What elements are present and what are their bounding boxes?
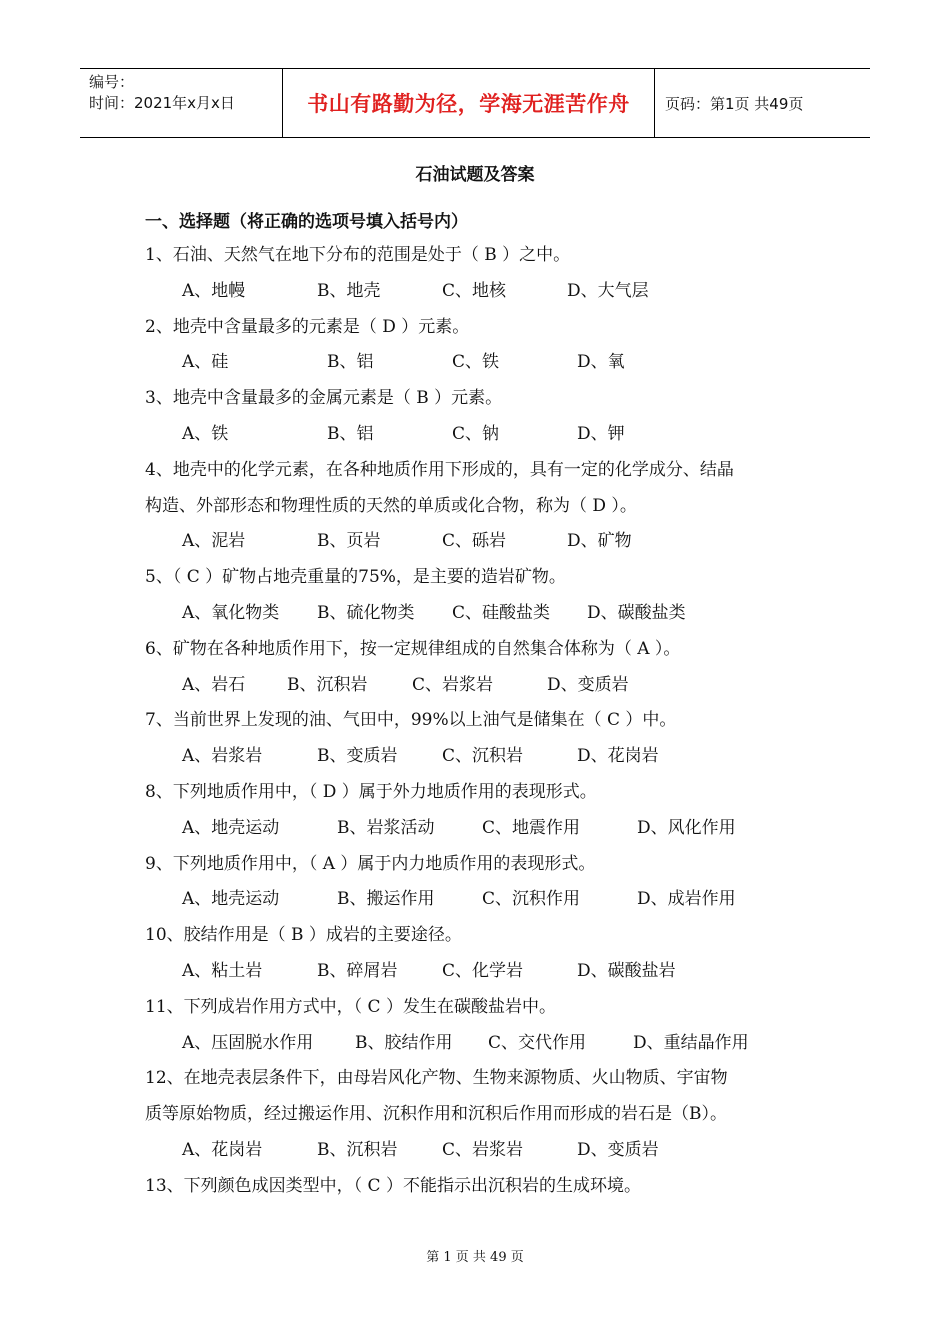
answer-options [145, 596, 825, 632]
answer-option: A、地壳运动 [182, 817, 280, 838]
answer-option: D、重结晶作用 [633, 1032, 749, 1053]
question-text: 8、下列地质作用中，（ D ）属于外力地质作用的表现形式。 [145, 781, 597, 802]
answer-option: A、岩石 [182, 674, 246, 695]
answer-option: A、岩浆岩 [182, 746, 263, 767]
page-footer: 第 1 页 共 49 页 [426, 1250, 524, 1265]
header-page-info: 页码：第1页 共49页 [665, 94, 804, 113]
answer-option: C、沉积作用 [482, 889, 581, 910]
answer-option: C、硅酸盐类 [452, 602, 551, 623]
answer-option: D、变质岩 [577, 1139, 659, 1160]
answer-option: B、搬运作用 [337, 889, 435, 910]
answer-option: C、沉积岩 [442, 746, 524, 767]
answer-option: D、成岩作用 [637, 889, 736, 910]
answer-options [145, 954, 825, 990]
answer-option: D、变质岩 [547, 674, 629, 695]
answer-options [145, 739, 825, 775]
answer-option: C、地震作用 [482, 817, 581, 838]
answer-option: B、胶结作用 [355, 1032, 453, 1053]
answer-option: A、压固脱水作用 [182, 1032, 314, 1053]
answer-options [145, 417, 825, 453]
question-text: 6、矿物在各种地质作用下，按一定规律组成的自然集合体称为（ A ）。 [145, 638, 681, 659]
answer-options [145, 1026, 825, 1062]
section-heading: 一、选择题（将正确的选项号填入括号内） [145, 212, 468, 232]
question-text: 5、（ C ）矿物占地壳重量的75%，是主要的造岩矿物。 [145, 567, 566, 588]
answer-option: D、氧 [577, 352, 625, 373]
answer-option: B、地壳 [317, 280, 381, 301]
answer-option: B、硫化物类 [317, 602, 415, 623]
question-text: 13、下列颜色成因类型中，（ C ）不能指示出沉积岩的生成环境。 [145, 1175, 641, 1196]
answer-option: B、岩浆活动 [337, 817, 435, 838]
answer-options [145, 1133, 825, 1169]
question-text: 3、地壳中含量最多的金属元素是（ B ）元素。 [145, 388, 503, 409]
answer-option: C、交代作用 [488, 1032, 587, 1053]
answer-options [145, 668, 825, 704]
answer-option: C、化学岩 [442, 960, 524, 981]
question-text: 10、胶结作用是（ B ）成岩的主要途径。 [145, 925, 462, 946]
answer-option: B、变质岩 [317, 746, 398, 767]
answer-options [145, 274, 825, 310]
answer-option: A、硅 [182, 352, 229, 373]
document-title: 石油试题及答案 [415, 165, 535, 185]
question-text: 质等原始物质，经过搬运作用、沉积作用和沉积后作用而形成的岩石是（B）。 [145, 1104, 727, 1125]
answer-option: A、铁 [182, 423, 229, 444]
answer-option: A、粘土岩 [182, 960, 263, 981]
answer-option: B、铝 [327, 352, 374, 373]
answer-option: A、花岗岩 [182, 1139, 263, 1160]
header-motto: 书山有路勤为径，学海无涯苦作舟 [307, 92, 630, 116]
answer-option: C、钠 [452, 423, 500, 444]
page-header [80, 68, 870, 138]
header-page-cell [655, 69, 870, 137]
question-text: 9、下列地质作用中，（ A ）属于内力地质作用的表现形式。 [145, 853, 596, 874]
answer-option: D、碳酸盐岩 [577, 960, 676, 981]
answer-option: B、碎屑岩 [317, 960, 398, 981]
answer-options [145, 524, 825, 560]
question-text: 4、地壳中的化学元素，在各种地质作用下形成的，具有一定的化学成分、结晶 [145, 459, 734, 480]
answer-option: C、铁 [452, 352, 500, 373]
answer-option: A、氧化物类 [182, 602, 280, 623]
question-text: 2、地壳中含量最多的元素是（ D ）元素。 [145, 316, 470, 337]
number-label: 编号： [89, 73, 135, 91]
answer-option: A、泥岩 [182, 531, 246, 552]
answer-option: D、风化作用 [637, 817, 736, 838]
header-motto-cell [283, 69, 655, 137]
time-label: 时间：2021年x月x日 [89, 94, 235, 112]
question-text: 11、下列成岩作用方式中，（ C ）发生在碳酸盐岩中。 [145, 996, 556, 1017]
answer-option: C、岩浆岩 [442, 1139, 524, 1160]
answer-options [145, 811, 825, 847]
answer-option: B、页岩 [317, 531, 381, 552]
header-meta [80, 69, 283, 137]
answer-option: D、花岗岩 [577, 746, 659, 767]
answer-options [145, 345, 825, 381]
answer-option: C、岩浆岩 [412, 674, 494, 695]
answer-option: B、铝 [327, 423, 374, 444]
answer-option: B、沉积岩 [317, 1139, 398, 1160]
answer-option: D、矿物 [567, 531, 632, 552]
answer-option: D、碳酸盐类 [587, 602, 686, 623]
answer-option: B、沉积岩 [287, 674, 368, 695]
answer-options [145, 882, 825, 918]
answer-option: D、钾 [577, 423, 625, 444]
answer-option: A、地壳运动 [182, 889, 280, 910]
answer-option: C、砾岩 [442, 531, 507, 552]
answer-option: D、大气层 [567, 280, 649, 301]
question-text: 12、在地壳表层条件下，由母岩风化产物、生物来源物质、火山物质、宇宙物 [145, 1068, 728, 1089]
answer-option: A、地幔 [182, 280, 246, 301]
question-list [145, 238, 825, 1205]
question-text: 7、当前世界上发现的油、气田中，99%以上油气是储集在（ C ）中。 [145, 710, 677, 731]
question-text: 构造、外部形态和物理性质的天然的单质或化合物，称为（ D ）。 [145, 495, 637, 516]
question-text: 1、石油、天然气在地下分布的范围是处于（ B ）之中。 [145, 245, 571, 265]
answer-option: C、地核 [442, 280, 507, 301]
